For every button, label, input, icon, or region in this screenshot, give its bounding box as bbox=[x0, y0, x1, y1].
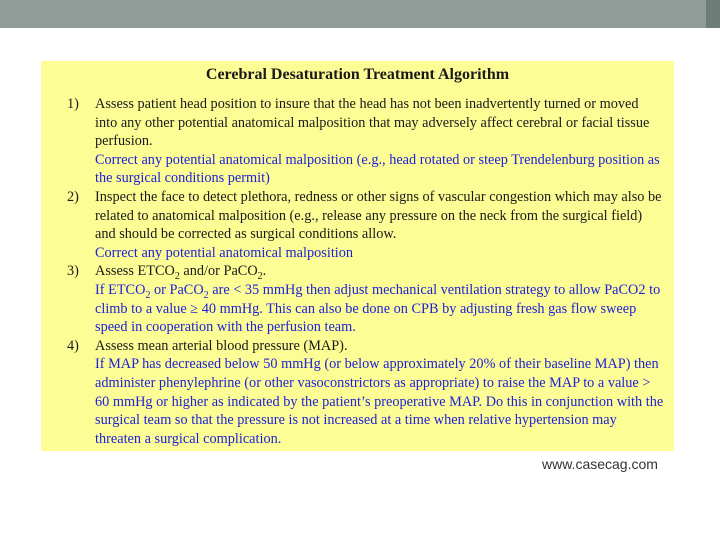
step-1 bbox=[61, 95, 664, 188]
action-text-part: or PaCO bbox=[150, 281, 204, 298]
algorithm-panel bbox=[41, 61, 674, 451]
step-action: If MAP has decreased below 50 mmHg (or below approximately 20% of their baseline MAP) then administer phenylephrine (or other vasoconstrictors as appropriate) to raise the MAP to a value > 60 mmHg or higher as indicated by the patient’s preoperative MAP. Do this in conjunction with the surgical team so that the pressure is not increased at a time when relative hypertension may threaten a surgical complication. bbox=[95, 356, 664, 447]
document-title: Cerebral Desaturation Treatment Algorithm bbox=[205, 66, 510, 83]
subscript: 2 bbox=[145, 289, 151, 301]
subscript: 2 bbox=[257, 271, 263, 283]
step-action bbox=[95, 281, 664, 337]
step-instruction: Assess patient head position to insure that the head has not been inadvertently turned or moved into any other potential anatomical malposition that may adversely affect cerebral or facial tissue perfusion. bbox=[95, 96, 650, 150]
step-number: 3) bbox=[67, 263, 79, 280]
step-number: 1) bbox=[67, 96, 79, 112]
source-url: www.casecag.com bbox=[542, 456, 658, 472]
step-instruction bbox=[95, 262, 664, 281]
step-text-part: and/or PaCO bbox=[179, 263, 258, 280]
header-bar-accent bbox=[706, 0, 720, 28]
step-text-part: Assess ETCO bbox=[95, 263, 175, 280]
subscript: 2 bbox=[203, 289, 209, 301]
step-text-part: . bbox=[262, 263, 267, 280]
subscript: 2 bbox=[174, 271, 180, 283]
action-text-part: If ETCO bbox=[95, 281, 146, 298]
step-3 bbox=[61, 262, 664, 336]
step-4 bbox=[61, 337, 664, 449]
step-number: 2) bbox=[67, 188, 79, 205]
step-2 bbox=[61, 188, 664, 262]
step-number: 4) bbox=[67, 337, 79, 354]
action-text-part: are < 35 mmHg then adjust mechanical ventilation strategy to allow PaCO2 to climb to a value ≥ 40 mmHg. This can also be done on CPB by adjusting fresh gas flow sweep speed in cooperation with the perfusion team. bbox=[95, 281, 661, 336]
step-action: Correct any potential anatomical malposition bbox=[95, 244, 354, 261]
step-action: Correct any potential anatomical malposition (e.g., head rotated or steep Trendelenburg position as the surgical conditions permit) bbox=[95, 151, 660, 187]
step-instruction: Assess mean arterial blood pressure (MAP). bbox=[95, 337, 348, 354]
header-bar bbox=[0, 0, 720, 28]
step-instruction: Inspect the face to detect plethora, redness or other signs of vascular congestion which may also be related to anatomical malposition (e.g., release any pressure on the neck from the surgical field) and should be corrected as surgical conditions allow. bbox=[95, 188, 662, 243]
